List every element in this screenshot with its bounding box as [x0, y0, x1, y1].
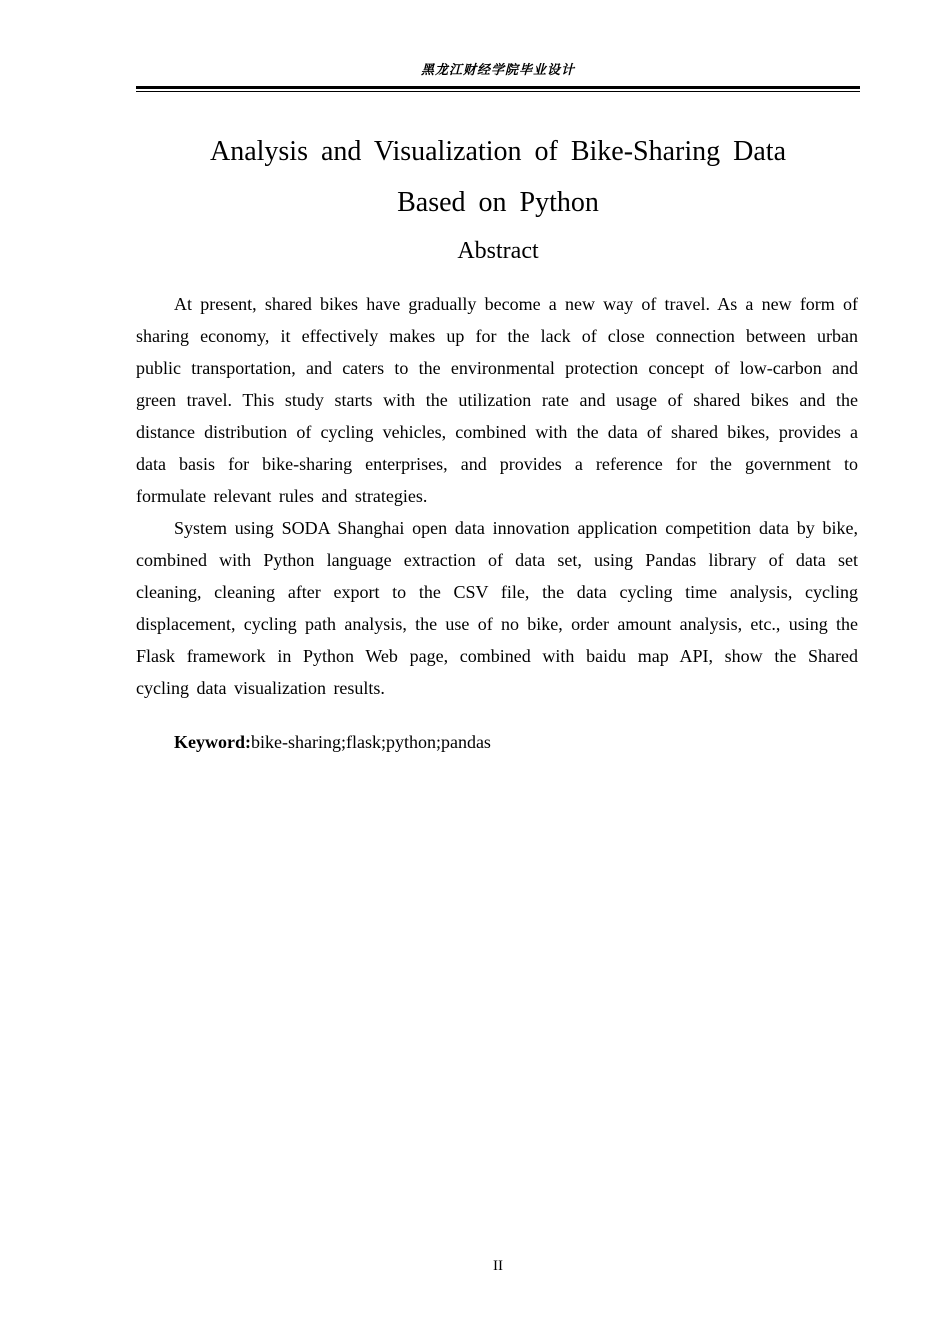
- title-line-1: Analysis and Visualization of Bike-Sharing Data: [209, 136, 787, 167]
- page-header: [136, 62, 860, 80]
- abstract-paragraph-1: At present, shared bikes have gradually become a new way of travel. As a new form of sharing economy, it effectively makes up for the lack of close connection between urban public transportation, and caters to the environmental protection concept of low-carbon and green travel. This study starts with the utilization rate and usage of shared bikes and the distance distribution of cycling vehicles, combined with the data of shared bikes, provides a data basis for bike-sharing enterprises, and provides a reference for the government to formulate relevant rules and strategies.: [136, 294, 858, 506]
- keywords: [174, 728, 491, 756]
- title-line-2: Based on Python: [397, 187, 599, 218]
- document-title: [136, 126, 860, 228]
- keyword-label: Keyword:: [174, 732, 251, 752]
- abstract-heading: Abstract: [457, 238, 539, 264]
- header-rule-thin: [136, 91, 860, 92]
- abstract-body: [136, 288, 858, 704]
- page-number: II: [493, 1258, 503, 1274]
- header-rule-thick: [136, 86, 860, 89]
- abstract-paragraph-2: System using SODA Shanghai open data innovation application competition data by bike, combined with Python language extraction of data set, using Pandas library of data set cleaning, cleaning after export to the CSV file, the data cycling time analysis, cycling displacement, cycling path analysis, the use of no bike, order amount analysis, etc., using the Flask framework in Python Web page, combined with baidu map API, show the Shared cycling data visualization results.: [136, 518, 858, 698]
- header-text: 黑龙江财经学院毕业设计: [420, 63, 575, 78]
- keyword-value: bike-sharing;flask;python;pandas: [250, 732, 491, 752]
